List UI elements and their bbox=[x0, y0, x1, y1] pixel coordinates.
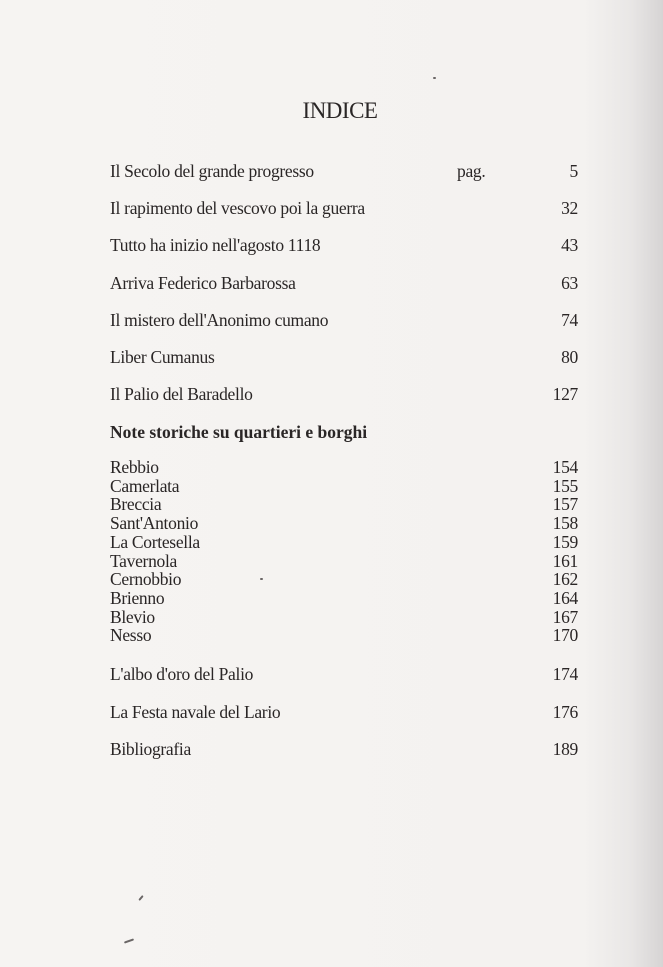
toc-entry-page: 5 bbox=[569, 161, 578, 181]
toc-entry bbox=[110, 570, 578, 589]
toc-entry-title: Camerlata bbox=[110, 475, 180, 496]
toc-entry-title: Breccia bbox=[110, 494, 162, 515]
section-heading-text: Note storiche su quartieri e borghi bbox=[110, 422, 368, 442]
toc-entry-title: Cernobbio bbox=[110, 569, 182, 590]
section-heading bbox=[110, 421, 578, 443]
toc-entry-title: L'albo d'oro del Palio bbox=[110, 664, 254, 684]
toc-entry-page: 167 bbox=[552, 606, 578, 627]
toc-entry-title: La Festa navale del Lario bbox=[110, 701, 281, 722]
toc-entry bbox=[110, 738, 578, 760]
page-title: INDICE bbox=[302, 98, 378, 123]
toc-entry-title: Brienno bbox=[110, 587, 165, 608]
paper-speck bbox=[260, 578, 263, 580]
toc-entry-title: Bibliografia bbox=[110, 739, 191, 759]
toc-entry-page: 174 bbox=[552, 664, 578, 684]
toc-entry-page: 159 bbox=[552, 531, 578, 552]
toc-entry-page: 63 bbox=[561, 272, 578, 293]
toc-entry-page: 80 bbox=[561, 347, 578, 367]
toc-entry bbox=[110, 608, 578, 627]
toc-entry-page: 176 bbox=[552, 701, 578, 722]
paper-speck bbox=[138, 895, 143, 901]
paper-speck bbox=[433, 77, 436, 79]
toc-entry bbox=[110, 589, 578, 608]
pag-label: pag. bbox=[457, 161, 486, 181]
toc-entry bbox=[110, 663, 578, 685]
toc-entry-page: 127 bbox=[552, 384, 578, 405]
toc-entry bbox=[110, 272, 578, 294]
toc-entry bbox=[110, 346, 578, 368]
toc-entry bbox=[110, 234, 578, 256]
toc-entry-page: 162 bbox=[552, 569, 578, 590]
toc-entry-page: 74 bbox=[561, 309, 578, 330]
toc-entry bbox=[110, 533, 578, 552]
toc-entry bbox=[110, 197, 578, 219]
toc-entry-title: Il Palio del Baradello bbox=[110, 384, 253, 405]
paper-speck bbox=[124, 938, 134, 943]
toc-entry-page: 155 bbox=[552, 475, 578, 496]
toc-entry bbox=[110, 514, 578, 533]
toc-entry-title: Tutto ha inizio nell'agosto 1118 bbox=[110, 235, 321, 256]
toc-entry bbox=[110, 458, 578, 477]
toc-entry-page: 43 bbox=[561, 235, 578, 256]
toc-entry-title: Arriva Federico Barbarossa bbox=[110, 272, 296, 293]
toc-entry bbox=[110, 309, 578, 331]
toc-entry-title: Sant'Antonio bbox=[110, 513, 199, 534]
toc-entry-page: 157 bbox=[552, 494, 578, 515]
toc-entry bbox=[110, 160, 578, 182]
toc-entry bbox=[110, 383, 578, 405]
toc-entry-page: 32 bbox=[561, 198, 578, 219]
toc-entry bbox=[110, 495, 578, 514]
toc-entry-page: 161 bbox=[552, 550, 578, 571]
toc-entry-page: 170 bbox=[552, 625, 578, 646]
toc-entry-title: Il mistero dell'Anonimo cumano bbox=[110, 309, 329, 330]
toc-entry-page: 189 bbox=[552, 739, 578, 759]
toc-entry-title: Rebbio bbox=[110, 457, 159, 477]
toc-entry-page: 154 bbox=[552, 457, 578, 477]
toc-entry-title: Nesso bbox=[110, 625, 152, 646]
toc-entry-title: Tavernola bbox=[110, 550, 178, 571]
toc-entry bbox=[110, 626, 578, 645]
toc-entry bbox=[110, 477, 578, 496]
toc-entry-title: Blevio bbox=[110, 606, 155, 627]
toc-entry-title: Liber Cumanus bbox=[110, 347, 215, 367]
toc-entry-page: 158 bbox=[552, 513, 578, 534]
toc-entry bbox=[110, 701, 578, 723]
toc-entry-title: Il Secolo del grande progresso bbox=[110, 161, 314, 181]
toc-entry-page: 164 bbox=[552, 587, 578, 608]
toc-entry bbox=[110, 552, 578, 571]
toc-entry-title: Il rapimento del vescovo poi la guerra bbox=[110, 198, 365, 219]
toc-entry-title: La Cortesella bbox=[110, 531, 200, 552]
